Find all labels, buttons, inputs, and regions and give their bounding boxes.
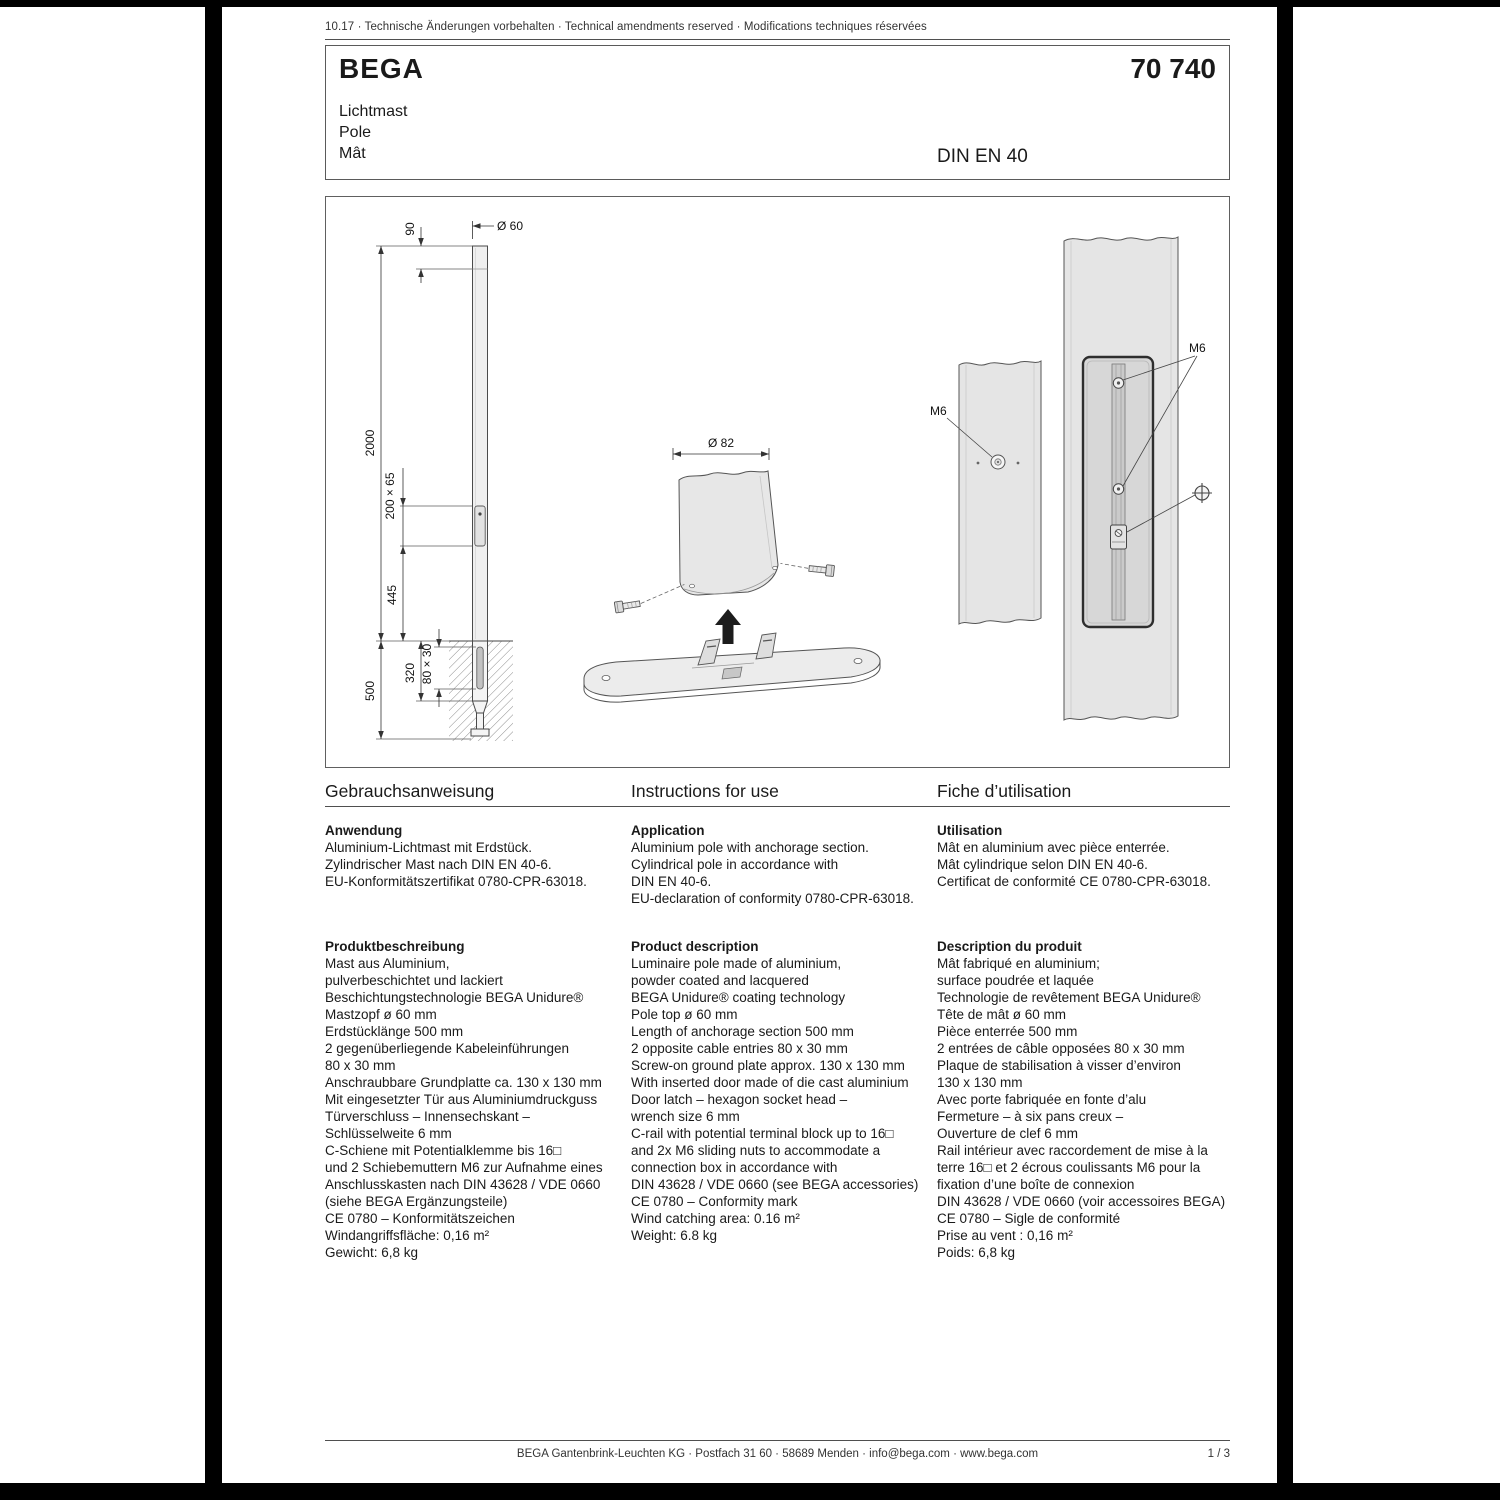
footer-rule	[325, 1440, 1230, 1441]
section-title-english: Instructions for use	[631, 781, 779, 801]
section-title-rule	[325, 806, 1230, 807]
column-french	[937, 822, 1237, 1292]
pole-door	[475, 506, 485, 546]
text-line: Certificat de conformité CE 0780-CPR-63018.	[937, 874, 1211, 889]
heading-application-de: Anwendung	[325, 823, 403, 838]
revision-notice: 10.17 · Technische Änderungen vorbehalten · Technical amendments reserved · Modifications techniques réservées	[325, 21, 927, 33]
frame-bar-left	[205, 0, 222, 1500]
text-line: Anschlusskasten nach DIN 43628 / VDE 0660	[325, 1177, 601, 1192]
text-line: CE 0780 – Sigle de conformité	[937, 1211, 1121, 1226]
text-line: Ouverture de clef 6 mm	[937, 1126, 1079, 1141]
text-line: Pole top ø 60 mm	[631, 1007, 738, 1022]
cable-entry-slot	[477, 647, 483, 689]
application-text-fr	[937, 839, 1237, 890]
text-line: Prise au vent : 0,16 m²	[937, 1228, 1073, 1243]
text-line: Fermeture – à six pans creux –	[937, 1109, 1124, 1124]
pole-door-open-drawing	[1064, 237, 1212, 720]
section-title-french: Fiche d’utilisation	[937, 781, 1072, 801]
text-line: powder coated and lacquered	[631, 973, 809, 988]
text-line: surface poudrée et laquée	[937, 973, 1094, 988]
text-line: 2 entrées de câble opposées 80 x 30 mm	[937, 1041, 1185, 1056]
text-line: Technologie de revêtement BEGA Unidure®	[937, 990, 1201, 1005]
text-line: Mast aus Aluminium,	[325, 956, 450, 971]
m6-rail-label: M6	[1189, 341, 1206, 355]
text-line: Aluminium-Lichtmast mit Erdstück.	[325, 840, 533, 855]
dim-90-label: 90	[403, 222, 417, 236]
text-line: Door latch – hexagon socket head –	[631, 1092, 848, 1107]
heading-description-de: Produktbeschreibung	[325, 939, 465, 954]
text-line: Windangriffsfläche: 0,16 m²	[325, 1228, 490, 1243]
text-line: Türverschluss – Innensechskant –	[325, 1109, 530, 1124]
text-line: terre 16□ et 2 écrous coulissants M6 pour la	[937, 1160, 1201, 1175]
text-line: Poids: 6,8 kg	[937, 1245, 1016, 1260]
screw-left	[613, 584, 687, 613]
text-line: Plaque de stabilisation à visser d’environ	[937, 1058, 1181, 1073]
section-title-german: Gebrauchsanweisung	[325, 781, 495, 801]
text-line: (siehe BEGA Ergänzungsteile)	[325, 1194, 508, 1209]
page-number: 1 / 3	[1207, 1448, 1230, 1460]
description-text-de	[325, 955, 625, 1261]
column-german	[325, 822, 625, 1292]
text-line: CE 0780 – Konformitätszeichen	[325, 1211, 515, 1226]
heading-application-fr: Utilisation	[937, 823, 1003, 838]
pole-shaft	[473, 246, 488, 641]
text-line: Cylindrical pole in accordance with	[631, 857, 839, 872]
text-line: Screw-on ground plate approx. 130 x 130 mm	[631, 1058, 905, 1073]
dim-320-label: 320	[403, 662, 417, 684]
application-text-en	[631, 839, 931, 907]
text-line: EU-Konformitätszertifikat 0780-CPR-63018.	[325, 874, 587, 889]
brand-logo: BEGA	[339, 53, 424, 84]
text-line: C-Schiene mit Potentialklemme bis 16□	[325, 1143, 562, 1158]
ground-plate-assembly-drawing	[584, 436, 880, 702]
dim-cable-entry-label: 80 × 30	[420, 643, 434, 685]
text-line: Mit eingesetzter Tür aus Aluminiumdruckguss	[325, 1092, 598, 1107]
text-line: Luminaire pole made of aluminium,	[631, 956, 842, 971]
text-line: Rail intérieur avec raccordement de mise à la	[937, 1143, 1208, 1158]
text-line: Length of anchorage section 500 mm	[631, 1024, 854, 1039]
technical-drawing	[326, 197, 1229, 767]
heading-application-en: Application	[631, 823, 705, 838]
text-line: Zylindrischer Mast nach DIN EN 40-6.	[325, 857, 552, 872]
text-line: Gewicht: 6,8 kg	[325, 1245, 419, 1260]
technical-drawing-box	[325, 196, 1230, 768]
product-number: 70 740	[1130, 53, 1216, 84]
shroud-part	[679, 471, 778, 595]
text-line: DIN 43628 / VDE 0660 (voir accessoires BEGA)	[937, 1194, 1226, 1209]
text-line: pulverbeschichtet und lackiert	[325, 973, 503, 988]
header-box	[325, 45, 1230, 180]
frame-bar-top	[0, 0, 1500, 7]
text-line: Erdstücklänge 500 mm	[325, 1024, 464, 1039]
text-line: Wind catching area: 0.16 m²	[631, 1211, 800, 1226]
door-latch-dot	[478, 512, 481, 515]
text-line: Pièce enterrée 500 mm	[937, 1024, 1078, 1039]
application-text-de	[325, 839, 625, 890]
text-line: Mât cylindrique selon DIN EN 40-6.	[937, 857, 1148, 872]
column-english	[631, 822, 931, 1292]
dim-diameter82-label: Ø 82	[707, 436, 735, 450]
product-names	[339, 101, 407, 164]
text-line: Aluminium pole with anchorage section.	[631, 840, 869, 855]
text-line: connection box in accordance with	[631, 1160, 838, 1175]
frame-bar-bottom	[0, 1483, 1500, 1500]
pole-elevation-drawing	[363, 219, 523, 741]
text-line: 130 x 130 mm	[937, 1075, 1023, 1090]
notice-rule	[325, 39, 1230, 40]
text-line: wrench size 6 mm	[631, 1109, 740, 1124]
m6-door-label: M6	[930, 404, 947, 418]
text-line: CE 0780 – Conformity mark	[631, 1194, 798, 1209]
text-line: Anschraubbare Grundplatte ca. 130 x 130 mm	[325, 1075, 602, 1090]
heading-description-en: Product description	[631, 939, 759, 954]
text-line: und 2 Schiebemuttern M6 zur Aufnahme eines	[325, 1160, 603, 1175]
dim-500-label: 500	[363, 680, 377, 702]
description-text-en	[631, 955, 931, 1244]
text-line: and 2x M6 sliding nuts to accommodate a	[631, 1143, 881, 1158]
heading-description-fr: Description du produit	[937, 939, 1082, 954]
product-name-fr: Mât	[339, 145, 366, 162]
dim-door-label: 200 × 65	[383, 472, 397, 520]
text-line: C-rail with potential terminal block up to 16□	[631, 1126, 894, 1141]
product-name-en: Pole	[339, 124, 372, 141]
text-line: Tête de mât ø 60 mm	[937, 1007, 1067, 1022]
text-line: 2 gegenüberliegende Kabeleinführungen	[325, 1041, 569, 1056]
frame-bar-right	[1277, 0, 1293, 1500]
pole-door-closed-drawing	[930, 361, 1041, 624]
text-line: Mastzopf ø 60 mm	[325, 1007, 437, 1022]
text-line: EU-declaration of conformity 0780-CPR-63018.	[631, 891, 914, 906]
text-line: Beschichtungstechnologie BEGA Unidure®	[325, 990, 584, 1005]
footer-company-line: BEGA Gantenbrink-Leuchten KG · Postfach 31 60 · 58689 Menden · info@bega.com · www.bega.com	[516, 1448, 1039, 1460]
screw-right	[780, 560, 835, 577]
text-line: DIN 43628 / VDE 0660 (see BEGA accessories)	[631, 1177, 919, 1192]
text-line: BEGA Unidure® coating technology	[631, 990, 846, 1005]
dim-445-label: 445	[385, 584, 399, 606]
text-line: fixation d’une boîte de connexion	[937, 1177, 1135, 1192]
text-line: Mât fabriqué en aluminium;	[937, 956, 1100, 971]
text-line: DIN EN 40-6.	[631, 874, 712, 889]
dim-diameter60-label: Ø 60	[497, 219, 524, 233]
text-line: Schlüsselweite 6 mm	[325, 1126, 452, 1141]
terminal-block	[1111, 525, 1127, 549]
text-line: 2 opposite cable entries 80 x 30 mm	[631, 1041, 848, 1056]
text-line: Avec porte fabriquée en fonte d’alu	[937, 1092, 1147, 1107]
standard-label: DIN EN 40	[937, 146, 1028, 167]
text-line: Weight: 6.8 kg	[631, 1228, 718, 1243]
text-line: Mât en aluminium avec pièce enterrée.	[937, 840, 1170, 855]
product-name-de: Lichtmast	[339, 103, 408, 120]
text-line: 80 x 30 mm	[325, 1058, 396, 1073]
text-line: With inserted door made of die cast aluminium	[631, 1075, 909, 1090]
description-text-fr	[937, 955, 1237, 1261]
dim-2000-label: 2000	[363, 429, 377, 457]
